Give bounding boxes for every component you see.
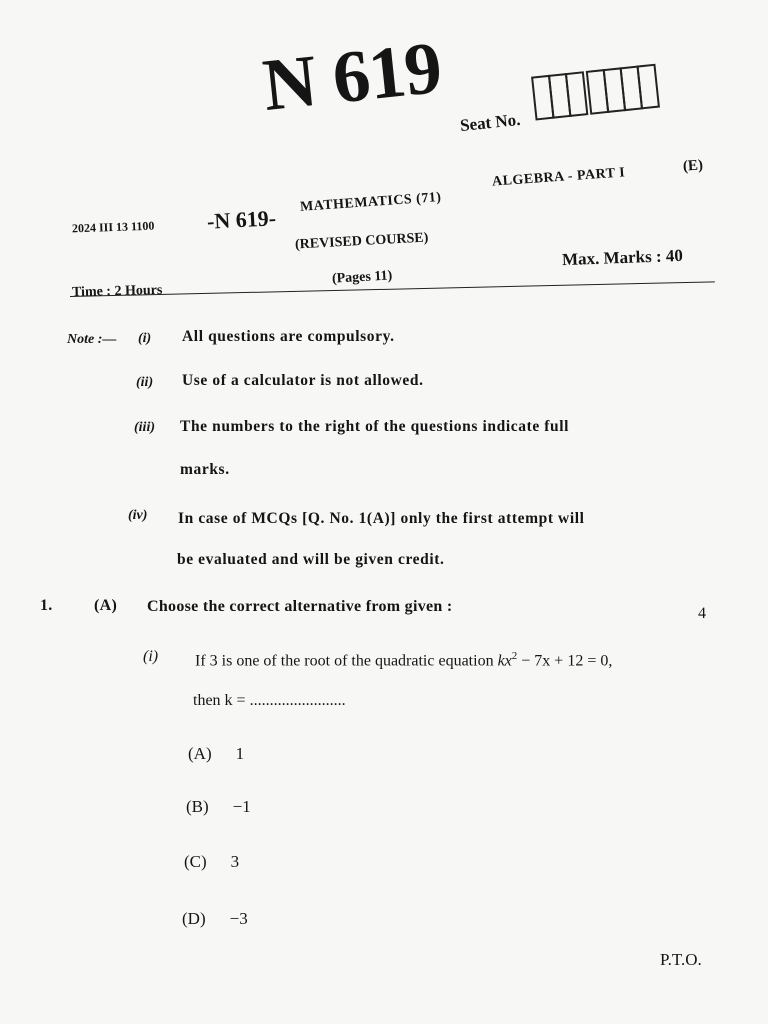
option-c[interactable] — [184, 852, 239, 872]
option-b-value: −1 — [232, 797, 251, 816]
note-num-4: (iv) — [128, 508, 148, 523]
question-number: 1. — [40, 597, 53, 614]
max-marks: Max. Marks : 40 — [561, 245, 684, 270]
equation-exponent: 2 — [511, 650, 518, 662]
note-text-1: All questions are compulsory. — [182, 328, 395, 345]
option-d[interactable] — [182, 909, 248, 929]
note-label-text: Note :— — [67, 332, 117, 347]
option-a-value: 1 — [235, 744, 245, 763]
equation-rest: − 7x + 12 = 0, — [517, 652, 613, 670]
stem-text: If 3 is one of the root of the quadratic equation — [195, 652, 498, 670]
note-text-3: The numbers to the right of the questions indicate full — [180, 418, 570, 435]
medium-label: (E) — [682, 157, 704, 175]
subject-part: ALGEBRA - PART I — [491, 165, 626, 190]
question-instruction: Choose the correct alternative from given : — [147, 598, 453, 615]
note-num-1: (i) — [138, 331, 152, 346]
seat-box-group-1 — [533, 71, 588, 120]
note-num-3: (iii) — [134, 420, 155, 435]
seat-number-label: Seat No. — [459, 109, 522, 136]
seat-box-group-2 — [588, 64, 660, 115]
subquestion-number: (i) — [143, 648, 159, 665]
note-text-2: Use of a calculator is not allowed. — [182, 372, 424, 389]
page-turn-over: P.T.O. — [660, 950, 702, 969]
note-text-4b: be evaluated and will be given credit. — [177, 551, 445, 568]
question-marks: 4 — [698, 605, 706, 622]
note-text-4: In case of MCQs [Q. No. 1(A)] only the first attempt will — [178, 510, 585, 527]
option-c-label: (C) — [184, 852, 207, 871]
option-d-label: (D) — [182, 909, 206, 928]
option-a[interactable] — [188, 744, 244, 764]
subquestion-stem — [195, 650, 612, 670]
seat-box[interactable] — [636, 64, 659, 110]
paper-code-small: -N 619- — [206, 205, 277, 234]
equation-k: kx — [497, 652, 512, 670]
date-code: 2024 III 13 1100 — [71, 218, 155, 236]
paper-code-large: N 619 — [259, 26, 445, 128]
option-c-value: 3 — [230, 852, 240, 871]
option-a-label: (A) — [188, 744, 212, 763]
note-text-3b: marks. — [180, 461, 230, 478]
seat-number-boxes[interactable] — [533, 64, 660, 121]
option-d-value: −3 — [229, 909, 248, 928]
question-part: (A) — [94, 597, 118, 614]
subject-title: MATHEMATICS (71) — [299, 190, 442, 215]
option-b[interactable] — [186, 797, 251, 817]
option-b-label: (B) — [186, 797, 209, 816]
seat-box[interactable] — [565, 71, 588, 117]
time-allowed: Time : 2 Hours — [71, 282, 163, 301]
course-label: (REVISED COURSE) — [294, 230, 429, 253]
note-label — [67, 330, 116, 348]
pages-label: (Pages 11) — [331, 268, 393, 287]
subquestion-blank: then k = ........................ — [193, 692, 346, 709]
note-num-2: (ii) — [136, 375, 154, 390]
